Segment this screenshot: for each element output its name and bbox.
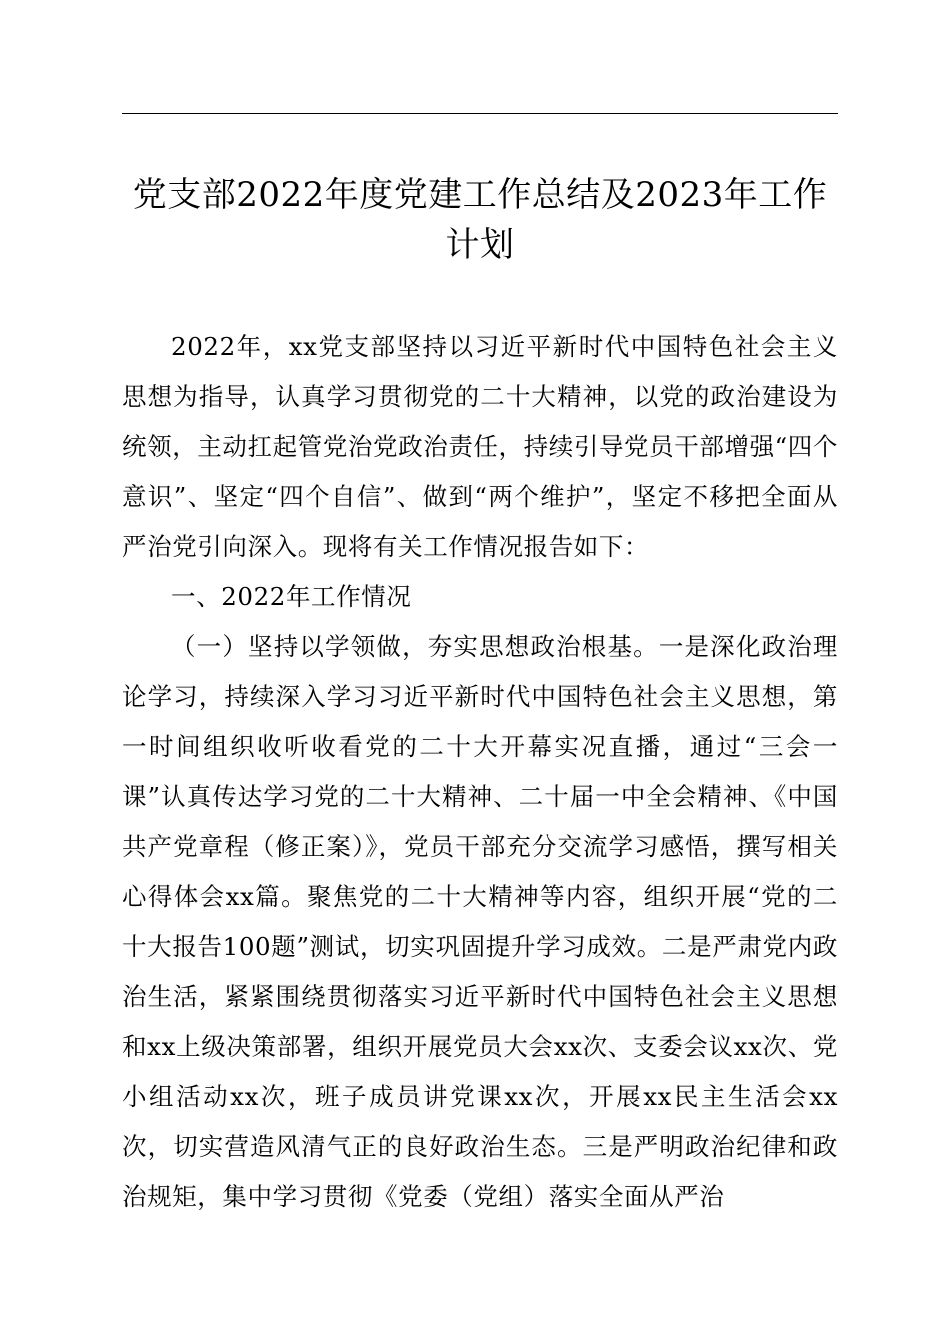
intro-paragraph: 2022年，xx党支部坚持以习近平新时代中国特色社会主义思想为指导，认真学习贯彻党的二十大精神，以党的政治建设为统领，主动扛起管党治党政治责任，持续引导党员干部增强“四个意识”、坚定“四个自信”、做到“两个维护”，坚定不移把全面从严治党引向深入。现将有关工作情况报告如下： (122, 332, 838, 561)
document-body (122, 322, 838, 1222)
document-title: 党支部2022年度党建工作总结及2023年工作计划 (132, 175, 828, 265)
section-paragraph: （一）坚持以学领做，夯实思想政治根基。一是深化政治理论学习，持续深入学习习近平新时代中国特色社会主义思想，第一时间组织收听收看党的二十大开幕实况直播，通过“三会一课”认真传达学习党的二十大精神、二十届一中全会精神、《中国共产党章程（修正案）》，党员干部充分交流学习感悟，撰写相关心得体会xx篇。聚焦党的二十大精神等内容，组织开展“党的二十大报告100题”测试，切实巩固提升学习成效。二是严肃党内政治生活，紧紧围绕贯彻落实习近平新时代中国特色社会主义思想和xx上级决策部署，组织开展党员大会xx次、支委会议xx次、党小组活动xx次，班子成员讲党课xx次，开展xx民主生活会xx次，切实营造风清气正的良好政治生态。三是严明政治纪律和政治规矩，集中学习贯彻《党委（党组）落实全面从严治 (122, 632, 838, 1211)
header-rule (122, 113, 838, 114)
section-heading: 一、2022年工作情况 (171, 582, 412, 611)
